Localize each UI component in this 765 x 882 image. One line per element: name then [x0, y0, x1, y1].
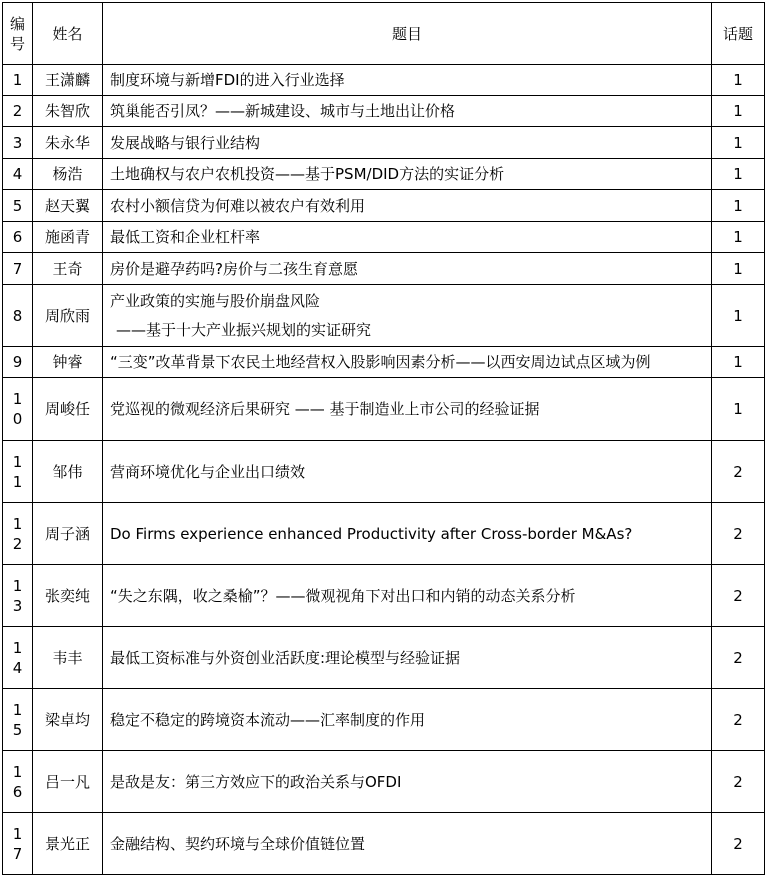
row-topic: 2 [712, 751, 765, 813]
row-title [103, 347, 712, 378]
row-title-line: Do Firms experience enhanced Productivity after Cross-border M&As? [110, 524, 633, 543]
row-title [103, 159, 712, 190]
row-topic: 1 [712, 285, 765, 347]
row-title [103, 813, 712, 875]
row-title-line: 稳定不稳定的跨境资本流动——汇率制度的作用 [110, 710, 426, 729]
row-title-line: 最低工资标准与外资创业活跃度:理论模型与经验证据 [110, 648, 461, 667]
row-number: 10 [3, 378, 33, 441]
table-body [3, 65, 765, 875]
row-title [103, 96, 712, 127]
row-number: 17 [3, 813, 33, 875]
row-title-line: 筑巢能否引凤？——新城建设、城市与土地出让价格 [110, 102, 456, 120]
table-row [3, 627, 765, 689]
row-title-line: 党巡视的微观经济后果研究 —— 基于制造业上市公司的经验证据 [110, 400, 540, 418]
row-number: 6 [3, 222, 33, 253]
row-number: 12 [3, 503, 33, 565]
row-title-line: 是敌是友：第三方效应下的政治关系与OFDI [110, 772, 402, 791]
row-topic: 1 [712, 378, 765, 441]
row-number: 3 [3, 127, 33, 159]
row-title-line: 房价是避孕药吗?房价与二孩生育意愿 [110, 259, 358, 278]
table-row [3, 127, 765, 159]
row-title [103, 285, 712, 347]
header-number: 编号 [3, 3, 33, 65]
row-name: 朱永华 [33, 127, 103, 159]
row-name: 梁卓均 [33, 689, 103, 751]
row-number: 13 [3, 565, 33, 627]
row-name: 韦丰 [33, 627, 103, 689]
row-topic: 1 [712, 65, 765, 96]
table-row [3, 222, 765, 253]
table-row [3, 65, 765, 96]
row-topic: 2 [712, 441, 765, 503]
row-topic: 2 [712, 503, 765, 565]
row-topic: 1 [712, 96, 765, 127]
row-title [103, 253, 712, 285]
table-row [3, 285, 765, 347]
row-number: 16 [3, 751, 33, 813]
table-row [3, 253, 765, 285]
row-title [103, 127, 712, 159]
row-number: 9 [3, 347, 33, 378]
row-name: 赵天翼 [33, 190, 103, 222]
row-name: 周子涵 [33, 503, 103, 565]
row-name: 王潇麟 [33, 65, 103, 96]
row-number: 7 [3, 253, 33, 285]
row-title-line: 农村小额信贷为何难以被农户有效利用 [110, 196, 366, 215]
row-topic: 1 [712, 159, 765, 190]
row-number: 14 [3, 627, 33, 689]
table-row [3, 347, 765, 378]
header-topic: 话题 [712, 3, 765, 65]
row-topic: 1 [712, 190, 765, 222]
table-row [3, 159, 765, 190]
row-title [103, 503, 712, 565]
row-title-line: 营商环境优化与企业出口绩效 [110, 462, 306, 481]
row-title [103, 751, 712, 813]
table-row [3, 441, 765, 503]
row-title [103, 441, 712, 503]
row-title-line: 制度环境与新增FDI的进入行业选择 [110, 71, 345, 89]
row-title-line: 最低工资和企业杠杆率 [110, 228, 261, 246]
row-topic: 1 [712, 253, 765, 285]
row-title-line: “失之东隅，收之桑榆”？——微观视角下对出口和内销的动态关系分析 [110, 586, 576, 605]
table-header-row [3, 3, 765, 65]
row-title [103, 190, 712, 222]
row-number: 5 [3, 190, 33, 222]
row-number: 8 [3, 285, 33, 347]
row-topic: 1 [712, 127, 765, 159]
row-name: 王奇 [33, 253, 103, 285]
row-title-line: 产业政策的实施与股价崩盘风险 [110, 291, 321, 310]
row-topic: 2 [712, 813, 765, 875]
row-topic: 2 [712, 565, 765, 627]
row-title-line: 土地确权与农户农机投资——基于PSM/DID方法的实证分析 [110, 165, 505, 183]
row-topic: 2 [712, 689, 765, 751]
row-title [103, 565, 712, 627]
row-name: 景光正 [33, 813, 103, 875]
row-name: 周欣雨 [33, 285, 103, 347]
row-topic: 1 [712, 347, 765, 378]
row-title [103, 378, 712, 441]
row-title [103, 627, 712, 689]
row-topic: 2 [712, 627, 765, 689]
table-row [3, 378, 765, 441]
row-name: 周峻任 [33, 378, 103, 441]
topics-table [2, 2, 765, 875]
row-number: 4 [3, 159, 33, 190]
row-name: 吕一凡 [33, 751, 103, 813]
table-row [3, 751, 765, 813]
row-title-line: 金融结构、契约环境与全球价值链位置 [110, 834, 366, 853]
row-name: 张奕纯 [33, 565, 103, 627]
header-name: 姓名 [33, 3, 103, 65]
row-topic: 1 [712, 222, 765, 253]
row-name: 杨浩 [33, 159, 103, 190]
row-number: 1 [3, 65, 33, 96]
row-name: 邹伟 [33, 441, 103, 503]
row-number: 2 [3, 96, 33, 127]
header-title: 题目 [103, 3, 712, 65]
row-title-line: “三变”改革背景下农民土地经营权入股影响因素分析——以西安周边试点区域为例 [110, 353, 651, 371]
table-row [3, 689, 765, 751]
row-title [103, 65, 712, 96]
row-title [103, 689, 712, 751]
row-number: 15 [3, 689, 33, 751]
row-title-line: ——基于十大产业振兴规划的实证研究 [116, 320, 372, 339]
row-title [103, 222, 712, 253]
row-name: 朱智欣 [33, 96, 103, 127]
table-row [3, 813, 765, 875]
row-name: 施函青 [33, 222, 103, 253]
table-row [3, 503, 765, 565]
row-name: 钟睿 [33, 347, 103, 378]
table-row [3, 190, 765, 222]
table-row [3, 565, 765, 627]
row-title-line: 发展战略与银行业结构 [110, 133, 261, 152]
table-row [3, 96, 765, 127]
row-number: 11 [3, 441, 33, 503]
